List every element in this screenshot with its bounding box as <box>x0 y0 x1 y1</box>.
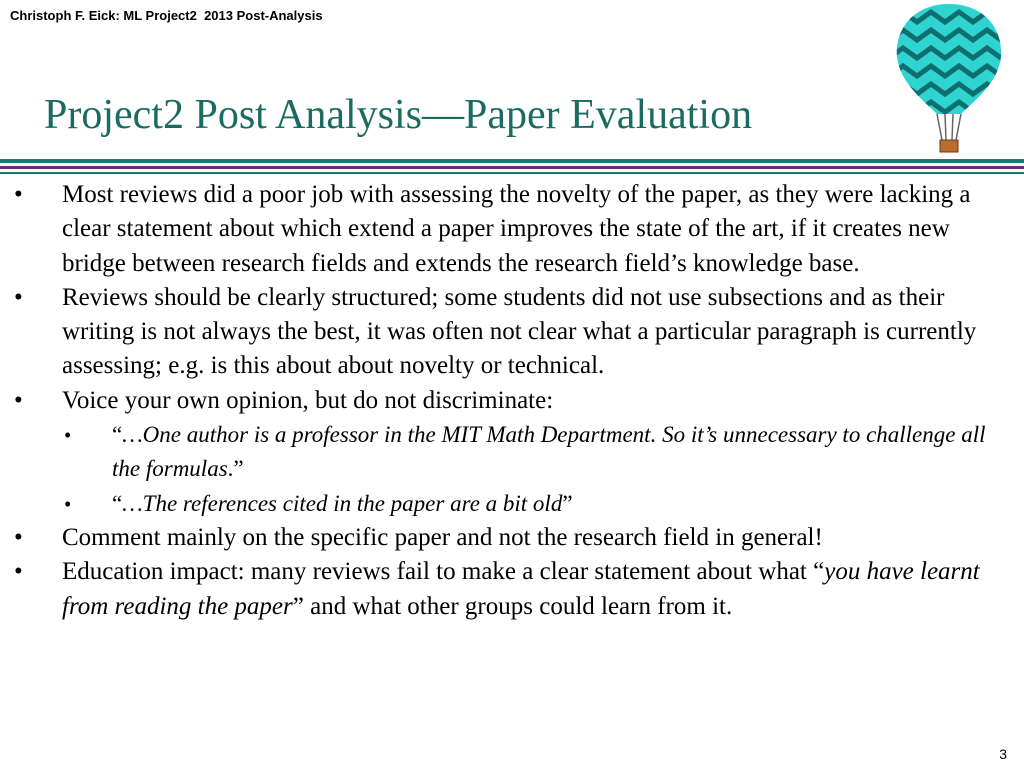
bullet-text-italic: you have learnt from reading the paper <box>62 558 980 620</box>
bullet-marker: • <box>14 181 23 208</box>
bullet-text: Comment mainly on the specific paper and not the research field in general! <box>62 523 823 551</box>
title-rule-bottom <box>0 172 1024 174</box>
quote-open: “ <box>112 490 123 516</box>
bullet-marker: • <box>14 386 23 414</box>
bullet-marker: • <box>14 283 23 311</box>
bullet-marker: • <box>14 523 23 551</box>
bullet-item-education-impact <box>14 555 1018 624</box>
bullet-text: Most reviews did a poor job with assessing the novelty of the paper, as they were lacking a clear statement about which extend a paper improves the state of the art, if it creates new bridge between research fields and extends the research field’s knowledge base. <box>62 181 971 277</box>
slide-body <box>14 178 1018 624</box>
sub-bullet-item-references-quote <box>14 487 1018 521</box>
bullet-text: Reviews should be clearly structured; some students did not use subsections and as their writing is not always the best, it was often not clear what a particular paragraph is currently assessing; e.g. is this about about novelty or technical. <box>62 283 977 380</box>
bullet-marker: • <box>14 558 23 586</box>
page-number: 3 <box>999 746 1007 762</box>
bullet-item-structure <box>14 281 1018 384</box>
quote-close: .” <box>227 456 244 482</box>
quote-open: “ <box>112 422 123 448</box>
bullet-text: Voice your own opinion, but do not discriminate: <box>62 386 554 414</box>
slide-title: Project2 Post Analysis—Paper Evaluation <box>44 92 753 138</box>
title-rule-middle <box>0 166 1024 169</box>
bullet-item-opinion <box>14 384 1018 418</box>
quote-text: …One author is a professor in the MIT Math Department. So it’s unnecessary to challenge all the formulas <box>112 422 986 482</box>
bullet-item-specific-paper <box>14 521 1018 555</box>
sub-bullet-marker: • <box>64 423 72 448</box>
slide-header: Christoph F. Eick: ML Project2 2013 Post-Analysis <box>10 8 323 23</box>
bullet-text-before: Education impact: many reviews fail to make a clear statement about what “ <box>62 558 825 586</box>
hot-air-balloon-icon <box>893 0 1005 160</box>
sub-bullet-marker: • <box>64 491 72 516</box>
bullet-text-after: ” and what other groups could learn from it. <box>292 592 733 620</box>
bullet-item-novelty <box>14 178 1018 281</box>
quote-close: ” <box>562 490 573 516</box>
sub-bullet-item-professor-quote <box>14 418 1018 487</box>
quote-text: …The references cited in the paper are a bit old <box>122 490 563 516</box>
title-rule-top <box>0 159 1024 163</box>
